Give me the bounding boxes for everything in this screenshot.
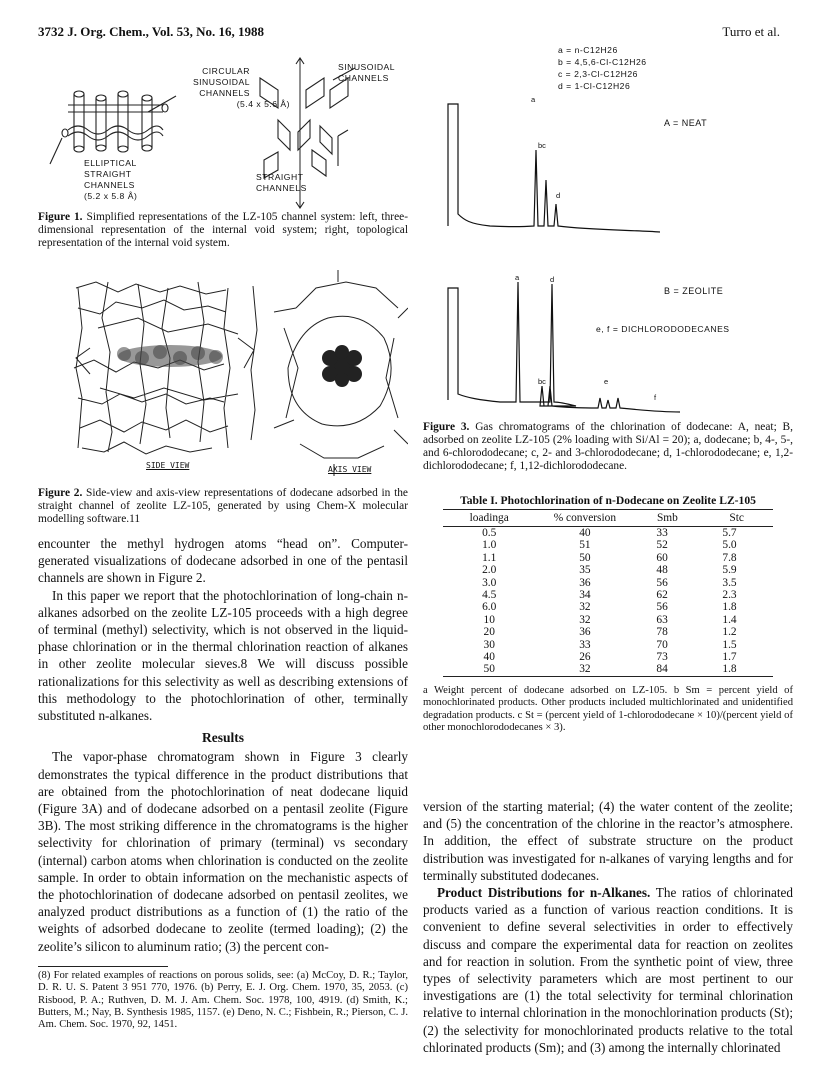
table-row xyxy=(443,626,773,638)
table-cell: 1.7 xyxy=(722,651,737,664)
table-cell: 5.9 xyxy=(722,564,737,577)
footnote-rule xyxy=(38,966,168,967)
table-cell: 36 xyxy=(579,626,591,639)
table-cell: 50 xyxy=(579,551,591,564)
right-paragraph-2-text: The ratios of chlorinated products varied as a function of various reaction conditions. It is convenient to define several selectivities in order to effectively discuss and compare the experimental data for reaction on zeolites and for reaction in solution. From the synthetic point of view, three types of selectivity parameters which are most pertinent to our investigations are (1) the total selectivity for terminal chlorination relative to internal chlorination in the monochlorination products (St); (2) the selectivity for monochlorinated products relative to the total chlorinated products (Sm); and (3) among the internally chlorinated xyxy=(423,885,793,1055)
panel-a-title: A = NEAT xyxy=(664,118,708,128)
table-cell: 1.2 xyxy=(722,626,737,639)
left-paragraph-2: In this paper we report that the photochlorination of long-chain n-alkanes adsorbed on the zeolite LZ-105 proceeds with a high degree of terminal (methyl) selectivity, which is not observed in the liquid-phase chlorination or in the thermal chlorination reaction of alkanes in other zeolite molecular sieves.8 We will discuss possible rationalizations for this selectivity as well as describing extensions of this methodology to the photochlorination of other, terminally substituted n-alkanes. xyxy=(38,587,408,724)
table-cell: 0.5 xyxy=(482,527,497,539)
table-cell: 52 xyxy=(656,539,668,552)
table-cell: 5.0 xyxy=(722,539,737,552)
chromatogram-traces xyxy=(420,30,792,420)
table-cell: 1.5 xyxy=(722,638,737,651)
table-cell: 34 xyxy=(579,589,591,602)
table-cell: 48 xyxy=(656,564,668,577)
axis-view-label: AXIS VIEW xyxy=(328,465,372,474)
table-row xyxy=(443,552,773,564)
figure-3-caption xyxy=(423,421,793,473)
col-header-loading: loadinga xyxy=(469,512,509,524)
peak-label-a: a xyxy=(531,95,536,104)
table-cell: 4.5 xyxy=(482,589,497,602)
table-cell: 32 xyxy=(579,663,591,676)
table-row xyxy=(443,651,773,663)
right-paragraph-2 xyxy=(423,884,793,1056)
col-header-conversion: % conversion xyxy=(553,512,617,524)
figure-3-caption-label: Figure 3. xyxy=(423,421,470,433)
table-1-grid xyxy=(443,509,773,676)
table-cell: 7.8 xyxy=(722,551,737,564)
panel-b-title: B = ZEOLITE xyxy=(664,286,724,296)
table-cell: 60 xyxy=(656,551,668,564)
label-sinusoidal: SINUSOIDAL xyxy=(192,77,250,87)
elliptical-label xyxy=(84,158,137,202)
table-cell: 20 xyxy=(483,626,495,639)
table-cell: 10 xyxy=(483,613,495,626)
table-cell: 1.8 xyxy=(722,601,737,614)
left-paragraph-1: encounter the methyl hydrogen atoms “head on”. Computer-generated visualizations of dodecane adsorbed in one of the pentasil channels are shown in Figure 2. xyxy=(38,536,408,586)
label-sin-2: CHANNELS xyxy=(338,73,389,83)
footnote-8: (8) For related examples of reactions on porous solids, see: (a) McCoy, D. R.; Taylor, D. R. U. S. Patent 3 951 770, 1976. (b) Perry, E. J. Org. Chem. 1970, 35, 2053. (c) Risbood, P. A.; Ruthven, D. M. J. Am. Chem. Soc. 1978, 100, 4919. (d) Smith, K.; Butters, M.; Nay, B. Synthesis 1985, 1157. (e) Deno, N. C.; Fishbein, R.; Pierson, C. J. Am. Chem. Soc. 1970, 92, 1451. xyxy=(38,970,408,1031)
label-str-1: STRAIGHT xyxy=(256,172,304,182)
table-row xyxy=(443,564,773,576)
figure-1 xyxy=(38,50,408,210)
header-authors: Turro et al. xyxy=(722,24,780,39)
figure-2-drawing xyxy=(38,268,408,478)
figure-3-caption-text: Gas chromatograms of the chlorination of dodecane: A, neat; B, adsorbed on zeolite LZ-105 (2% loading with Si/Al = 20); a, dodecane; b, 4-, 5-, and 6-chlorododecane; c, 2- and 3-chlorododecane; d, 1-chlorododecane; e, 1,2-dichlorododecane; f, 1,12-dichlorododecane. xyxy=(423,421,793,472)
table-1-bottom-rule xyxy=(443,676,773,677)
col-header-sm: Smb xyxy=(656,512,678,524)
table-cell: 30 xyxy=(483,638,495,651)
table-1-head xyxy=(443,510,773,527)
peak-label-b-d: d xyxy=(550,275,555,284)
table-cell: 3.0 xyxy=(482,576,497,589)
table-1-title: Table I. Photochlorination of n-Dodecane on Zeolite LZ-105 xyxy=(460,494,756,507)
header-left: 3732 J. Org. Chem., Vol. 53, No. 16, 1988 xyxy=(38,24,265,39)
table-cell: 1.8 xyxy=(722,663,737,676)
figure-1-caption-text: Simplified representations of the LZ-105 channel system: left, three-dimensional representation of the internal void system; right, topological representation of the internal void system. xyxy=(38,211,408,249)
table-cell: 40 xyxy=(483,651,495,664)
peak-label-b-a: a xyxy=(515,273,520,282)
peak-label-e: e xyxy=(604,377,609,386)
table-cell: 26 xyxy=(579,651,591,664)
figure-2-caption-label: Figure 2. xyxy=(38,487,83,499)
peak-label-bc: bc xyxy=(538,141,546,150)
figure-2-caption-text: Side-view and axis-view representations of dodecane adsorbed in the straight channel of zeolite LZ-105, generated by using Chem-X molecular modelling software.11 xyxy=(38,487,408,525)
figure-2 xyxy=(38,268,408,478)
label-circular: CIRCULAR xyxy=(202,66,250,76)
label-str-2: CHANNELS xyxy=(256,183,307,193)
table-cell: 1.0 xyxy=(482,539,497,552)
sinusoidal-channels-label xyxy=(338,62,395,84)
table-cell: 84 xyxy=(656,663,668,676)
table-cell: 51 xyxy=(579,539,591,552)
col-header-st: Stc xyxy=(729,512,744,524)
figure-3 xyxy=(420,30,792,420)
table-cell: 33 xyxy=(579,638,591,651)
table-cell: 1.1 xyxy=(482,551,497,564)
table-row xyxy=(443,663,773,675)
table-cell: 33 xyxy=(656,527,668,539)
side-view-label: SIDE VIEW xyxy=(146,461,190,470)
label-sin-1: SINUSOIDAL xyxy=(338,62,396,72)
table-row xyxy=(443,539,773,551)
left-column-text xyxy=(38,535,408,955)
table-row xyxy=(443,614,773,626)
table-cell: 62 xyxy=(656,589,668,602)
peak-label-f: f xyxy=(654,393,657,402)
table-cell: 56 xyxy=(656,576,668,589)
table-cell: 5.7 xyxy=(722,527,737,539)
table-1-footnote: a Weight percent of dodecane adsorbed on LZ-105. b Sm = percent yield of monochlorinated products. Other products included multichlorinated and unidentified degradation products. c St = (percent yield of 1-chlorododecane × 10)/(percent yield of other monochlorododecanes × 3). xyxy=(423,684,793,734)
table-row xyxy=(443,527,773,540)
table-row xyxy=(443,589,773,601)
right-paragraph-1: version of the starting material; (4) the water content of the zeolite; and (5) the concentration of the chlorine in the reactor’s atmosphere. In addition, the effect of substrate structure on the product distribution was investigated for n-alkanes of varying lengths and for terminally substituted dodecanes. xyxy=(423,799,793,883)
legend-c: c = 2,3-Cl-C12H26 xyxy=(558,69,638,79)
table-row xyxy=(443,601,773,613)
label-straight: STRAIGHT xyxy=(84,169,132,179)
label-elliptical: ELLIPTICAL xyxy=(84,158,137,168)
results-heading: Results xyxy=(201,730,244,746)
table-cell: 56 xyxy=(656,601,668,614)
table-cell: 1.4 xyxy=(722,613,737,626)
label-channels: CHANNELS xyxy=(199,88,250,98)
table-1 xyxy=(423,494,793,735)
product-distributions-heading: Product Distributions for n-Alkanes. xyxy=(437,885,651,901)
table-1-body xyxy=(443,527,773,676)
peak-label-b-bc: bc xyxy=(538,377,546,386)
table-cell: 3.5 xyxy=(722,576,737,589)
table-cell: 2.0 xyxy=(482,564,497,577)
panel-b-note: e, f = DICHLORODODECANES xyxy=(596,324,730,334)
left-paragraph-3: The vapor-phase chromatogram shown in Figure 3 clearly demonstrates the typical difference in the product distributions that are obtained from the photochlorination of neat dodecane liquid (Figure 3A) and of dodecane adsorbed on a pentasil zeolite (Figure 3B). The most striking difference in the chromatograms is the higher selectivity for chlorination of primary (terminal) vs secondary (internal) carbon atoms when chlorination is conducted on the zeolite sample. In order to obtain information on the mechanistic aspects of the photochlorination of dodecane adsorbed on pentasil zeolites, we analyzed product distributions as a function of (1) the ratio of the weights of adsorbed dodecane to zeolite (termed loading); (2) the zeolite’s silicon to aluminum ratio; (3) the percent con- xyxy=(38,749,408,954)
right-column-text xyxy=(423,798,793,1056)
table-cell: 6.0 xyxy=(482,601,497,614)
table-cell: 32 xyxy=(579,601,591,614)
label-channels-2: CHANNELS xyxy=(84,180,135,190)
table-cell: 2.3 xyxy=(722,589,737,602)
table-cell: 78 xyxy=(656,626,668,639)
table-cell: 40 xyxy=(579,527,591,539)
peak-label-d: d xyxy=(556,191,561,200)
label-ell-dims: (5.2 x 5.8 Å) xyxy=(84,191,138,201)
figure-2-caption xyxy=(38,487,408,526)
table-cell: 70 xyxy=(656,638,668,651)
table-cell: 32 xyxy=(579,613,591,626)
label-circ-dims: (5.4 x 5.6 Å) xyxy=(236,99,290,109)
circular-sinusoidal-label xyxy=(146,66,290,110)
table-1-header-row xyxy=(443,510,773,527)
figure-1-caption-label: Figure 1. xyxy=(38,211,83,223)
table-cell: 35 xyxy=(579,564,591,577)
table-row xyxy=(443,577,773,589)
table-cell: 73 xyxy=(656,651,668,664)
table-cell: 50 xyxy=(483,663,495,676)
table-row xyxy=(443,639,773,651)
legend-b: b = 4,5,6-Cl-C12H26 xyxy=(558,57,647,67)
legend-a: a = n-C12H26 xyxy=(558,45,618,55)
straight-channels-label xyxy=(256,172,307,194)
figure-1-caption xyxy=(38,211,408,250)
legend-d: d = 1-Cl-C12H26 xyxy=(558,81,631,91)
running-header xyxy=(38,24,264,40)
table-cell: 63 xyxy=(656,613,668,626)
table-cell: 36 xyxy=(579,576,591,589)
